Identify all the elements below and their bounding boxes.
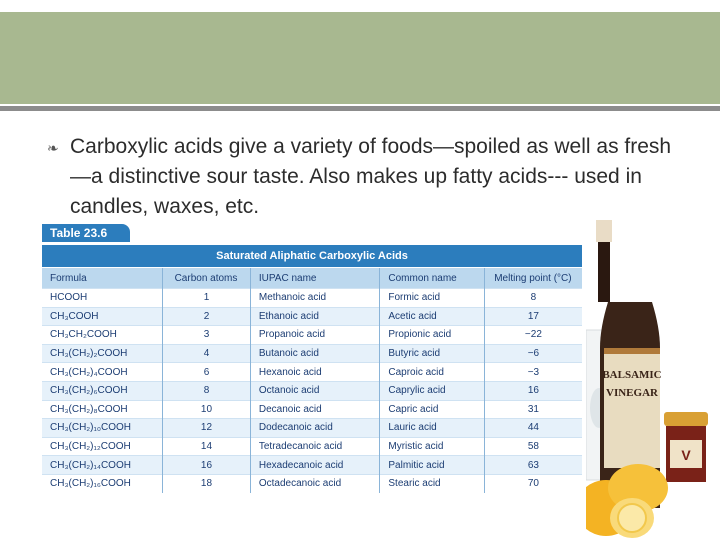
cell-common: Butyric acid — [380, 344, 484, 363]
cell-mp: 44 — [484, 419, 582, 438]
header-iupac: IUPAC name — [250, 268, 380, 289]
cell-iupac: Hexanoic acid — [250, 363, 380, 382]
cell-formula: CH₃CH₂COOH — [42, 326, 163, 345]
cell-common: Myristic acid — [380, 437, 484, 456]
title-divider — [0, 106, 720, 111]
cell-carbon: 10 — [163, 400, 251, 419]
cell-iupac: Methanoic acid — [250, 289, 380, 308]
header-carbon: Carbon atoms — [163, 268, 251, 289]
table-row — [42, 474, 582, 492]
cell-formula: CH₃COOH — [42, 307, 163, 326]
cell-formula: CH₃(CH₂)₆COOH — [42, 381, 163, 400]
cell-mp: 17 — [484, 307, 582, 326]
table-row — [42, 344, 582, 363]
cell-iupac: Dodecanoic acid — [250, 419, 380, 438]
header-formula: Formula — [42, 268, 163, 289]
table-row — [42, 456, 582, 475]
cell-iupac: Propanoic acid — [250, 326, 380, 345]
cell-carbon: 18 — [163, 474, 251, 492]
header-mp: Melting point (°C) — [484, 268, 582, 289]
cell-carbon: 3 — [163, 326, 251, 345]
cell-mp: 58 — [484, 437, 582, 456]
cell-formula: CH₃(CH₂)₂COOH — [42, 344, 163, 363]
cell-common: Caprylic acid — [380, 381, 484, 400]
table-title: Saturated Aliphatic Carboxylic Acids — [42, 245, 582, 267]
cell-mp: −6 — [484, 344, 582, 363]
cell-common: Formic acid — [380, 289, 484, 308]
cell-iupac: Butanoic acid — [250, 344, 380, 363]
cell-carbon: 4 — [163, 344, 251, 363]
cell-common: Caproic acid — [380, 363, 484, 382]
vinegar-bottle-icon — [596, 220, 662, 508]
bullet-icon: ❧ — [47, 140, 59, 156]
cell-common: Capric acid — [380, 400, 484, 419]
cell-formula: CH₃(CH₂)₄COOH — [42, 363, 163, 382]
table-row — [42, 381, 582, 400]
header-common: Common name — [380, 268, 484, 289]
cell-formula: CH₃(CH₂)₁₆COOH — [42, 474, 163, 492]
table-row — [42, 419, 582, 438]
table-row — [42, 437, 582, 456]
cell-carbon: 1 — [163, 289, 251, 308]
cell-carbon: 6 — [163, 363, 251, 382]
cell-common: Acetic acid — [380, 307, 484, 326]
data-table — [42, 268, 582, 493]
cell-iupac: Ethanoic acid — [250, 307, 380, 326]
table-row — [42, 400, 582, 419]
cell-carbon: 8 — [163, 381, 251, 400]
cell-formula: CH₃(CH₂)₈COOH — [42, 400, 163, 419]
table-tag: Table 23.6 — [42, 224, 130, 242]
table-row — [42, 326, 582, 345]
cell-common: Stearic acid — [380, 474, 484, 492]
cell-common: Propionic acid — [380, 326, 484, 345]
cell-formula: CH₃(CH₂)₁₄COOH — [42, 456, 163, 475]
cell-common: Palmitic acid — [380, 456, 484, 475]
cell-iupac: Hexadecanoic acid — [250, 456, 380, 475]
cell-formula: CH₃(CH₂)₁₀COOH — [42, 419, 163, 438]
cell-carbon: 12 — [163, 419, 251, 438]
cell-carbon: 16 — [163, 456, 251, 475]
cell-mp: 63 — [484, 456, 582, 475]
cell-mp: 70 — [484, 474, 582, 492]
table-row — [42, 289, 582, 308]
cell-mp: −22 — [484, 326, 582, 345]
acid-table — [42, 224, 582, 492]
cell-iupac: Octanoic acid — [250, 381, 380, 400]
cell-mp: −3 — [484, 363, 582, 382]
table-row — [42, 307, 582, 326]
vitamin-jar-icon — [664, 412, 708, 482]
header-row — [42, 268, 582, 289]
cell-formula: HCOOH — [42, 289, 163, 308]
cell-mp: 16 — [484, 381, 582, 400]
bottle-label-1: BALSAMIC — [602, 369, 662, 381]
cell-carbon: 14 — [163, 437, 251, 456]
bullet-text: Carboxylic acids give a variety of foods—spoiled as well as fresh—a distinctive sour taste. Also makes up fatty acids--- used in candles, waxes, etc. — [70, 135, 672, 218]
cell-formula: CH₃(CH₂)₁₂COOH — [42, 437, 163, 456]
bottle-label-2: VINEGAR — [606, 387, 658, 399]
foods-photo — [586, 218, 720, 540]
cell-iupac: Tetradecanoic acid — [250, 437, 380, 456]
title-band — [0, 12, 720, 104]
cell-mp: 31 — [484, 400, 582, 419]
cell-common: Lauric acid — [380, 419, 484, 438]
cell-mp: 8 — [484, 289, 582, 308]
cell-iupac: Decanoic acid — [250, 400, 380, 419]
cell-carbon: 2 — [163, 307, 251, 326]
table-row — [42, 363, 582, 382]
cell-iupac: Octadecanoic acid — [250, 474, 380, 492]
jar-label: V — [681, 447, 691, 463]
